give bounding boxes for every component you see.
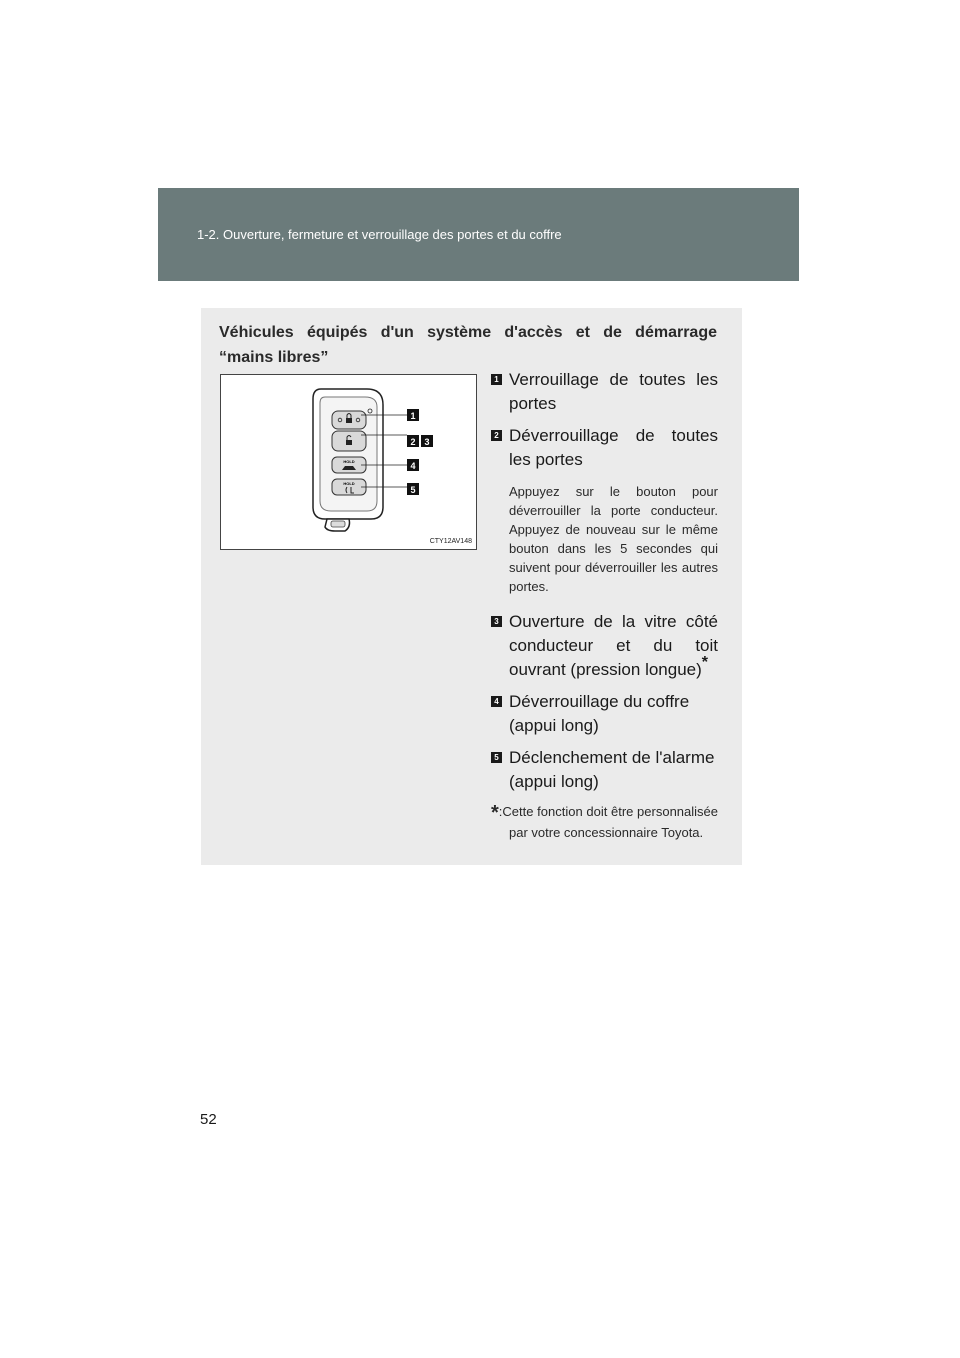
section-title-line1: Véhicules équipés d'un système d'accès et de démarrage	[219, 324, 717, 341]
svg-text:3: 3	[424, 437, 430, 447]
item-number: 3	[491, 616, 502, 627]
svg-text:4: 4	[410, 461, 416, 471]
lock-icon	[346, 418, 352, 423]
item-text: Déverrouillage de toutes les portes	[509, 426, 718, 469]
list-item	[491, 610, 718, 682]
footnote-text: :Cette fonction doit être personnalisée par votre concessionnaire Toyota.	[498, 804, 718, 840]
key-blade-slot	[331, 521, 345, 527]
item-note: Appuyez sur le bouton pour déverrouiller la porte conducteur. Appuyez de nouveau sur le même bouton dans les 5 secondes qui suivent pour déverrouiller les autres portes.	[509, 484, 718, 594]
asterisk-mark: *	[701, 654, 709, 671]
svg-text:2: 2	[410, 437, 416, 447]
item-text: Déverrouillage du coffre (appui long)	[509, 692, 690, 735]
item-number: 1	[491, 374, 502, 385]
page-number: 52	[200, 1111, 217, 1128]
key-fob-illustration	[221, 375, 476, 549]
svg-text:1: 1	[410, 411, 416, 421]
item-number: 2	[491, 430, 502, 441]
list-item	[491, 368, 718, 416]
figure-code: CTY12AV148	[429, 538, 472, 545]
svg-text:5: 5	[410, 485, 416, 495]
key-fob-figure	[220, 374, 477, 550]
section-title-line2: “mains libres”	[219, 349, 329, 366]
item-text-content: Ouverture de la vitre côté conducteur et du toit ouvrant (pression longue)	[509, 612, 718, 679]
svg-text:HOLD: HOLD	[343, 481, 355, 486]
item-text: Verrouillage de toutes les portes	[509, 370, 718, 413]
header-band	[158, 188, 799, 281]
header-title: 1-2. Ouverture, fermeture et verrouillage des portes et du coffre	[197, 227, 562, 242]
svg-text:HOLD: HOLD	[343, 459, 355, 464]
list-item	[491, 690, 718, 738]
content-box	[201, 308, 742, 865]
item-text	[509, 610, 718, 682]
button-list	[491, 368, 718, 842]
item-number: 4	[491, 696, 502, 707]
list-item	[491, 746, 718, 794]
section-title	[219, 320, 717, 370]
footnote	[491, 802, 718, 842]
unlock-icon	[346, 440, 352, 445]
item-number: 5	[491, 752, 502, 763]
footnote-asterisk: *	[491, 802, 499, 824]
list-item	[491, 424, 718, 596]
item-text: Déclenchement de l'alarme (appui long)	[509, 748, 715, 791]
